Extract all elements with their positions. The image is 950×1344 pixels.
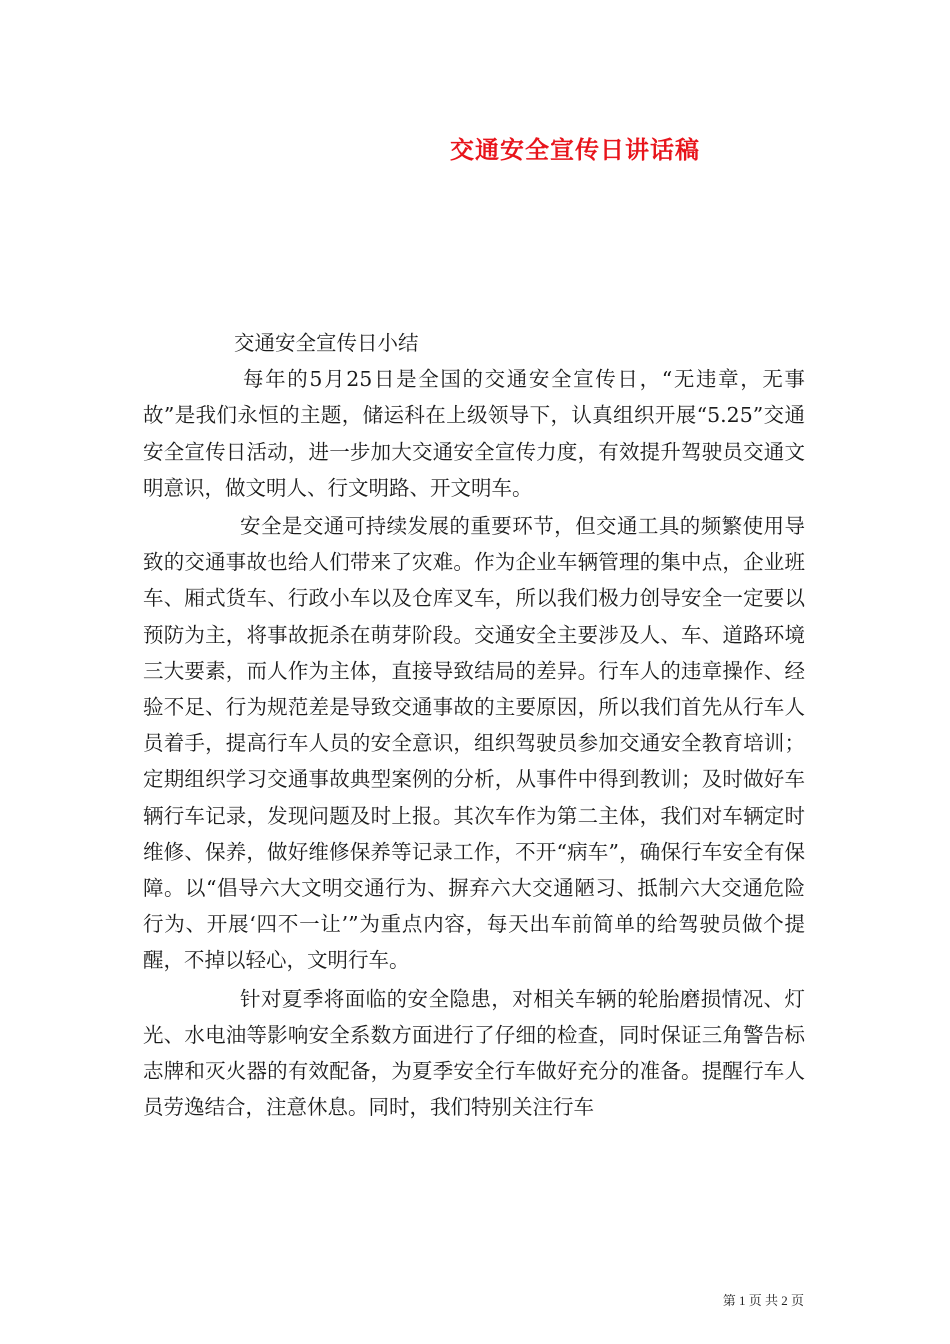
paragraph-1: 每年的5月25日是全国的交通安全宣传日，“无违章，无事故”是我们永恒的主题，储运科在上级领导下，认真组织开展“5.25”交通安全宣传日活动，进一步加大交通安全宣传力度，有效提升驾驶员交通文明意识，做文明人、行文明路、开文明车。	[143, 367, 805, 500]
document-subtitle: 交通安全宣传日小结	[234, 331, 419, 355]
document-body	[143, 325, 805, 1125]
document-title: 交通安全宣传日讲话稿	[450, 135, 700, 164]
page-number-footer: 第 1 页 共 2 页	[722, 1293, 804, 1308]
paragraph-3: 针对夏季将面临的安全隐患，对相关车辆的轮胎磨损情况、灯光、水电油等影响安全系数方面进行了仔细的检查，同时保证三角警告标志牌和灭火器的有效配备，为夏季安全行车做好充分的准备。提醒行车人员劳逸结合，注意休息。同时，我们特别关注行车	[143, 986, 805, 1120]
paragraph-2: 安全是交通可持续发展的重要环节，但交通工具的频繁使用导致的交通事故也给人们带来了灾难。作为企业车辆管理的集中点，企业班车、厢式货车、行政小车以及仓库叉车，所以我们极力创导安全一定要以预防为主，将事故扼杀在萌芽阶段。交通安全主要涉及人、车、道路环境三大要素，而人作为主体，直接导致结局的差异。行车人的违章操作、经验不足、行为规范差是导致交通事故的主要原因，所以我们首先从行车人员着手，提高行车人员的安全意识，组织驾驶员参加交通安全教育培训；定期组织学习交通事故典型案例的分析，从事件中得到教训；及时做好车辆行车记录，发现问题及时上报。其次车作为第二主体，我们对车辆定时维修、保养，做好维修保养等记录工作，不开“病车”，确保行车安全有保障。以“倡导六大文明交通行为、摒弃六大交通陋习、抵制六大交通危险行为、开展‘四不一让’”为重点内容，每天出车前简单的给驾驶员做个提醒，不掉以轻心，文明行车。	[143, 514, 805, 973]
